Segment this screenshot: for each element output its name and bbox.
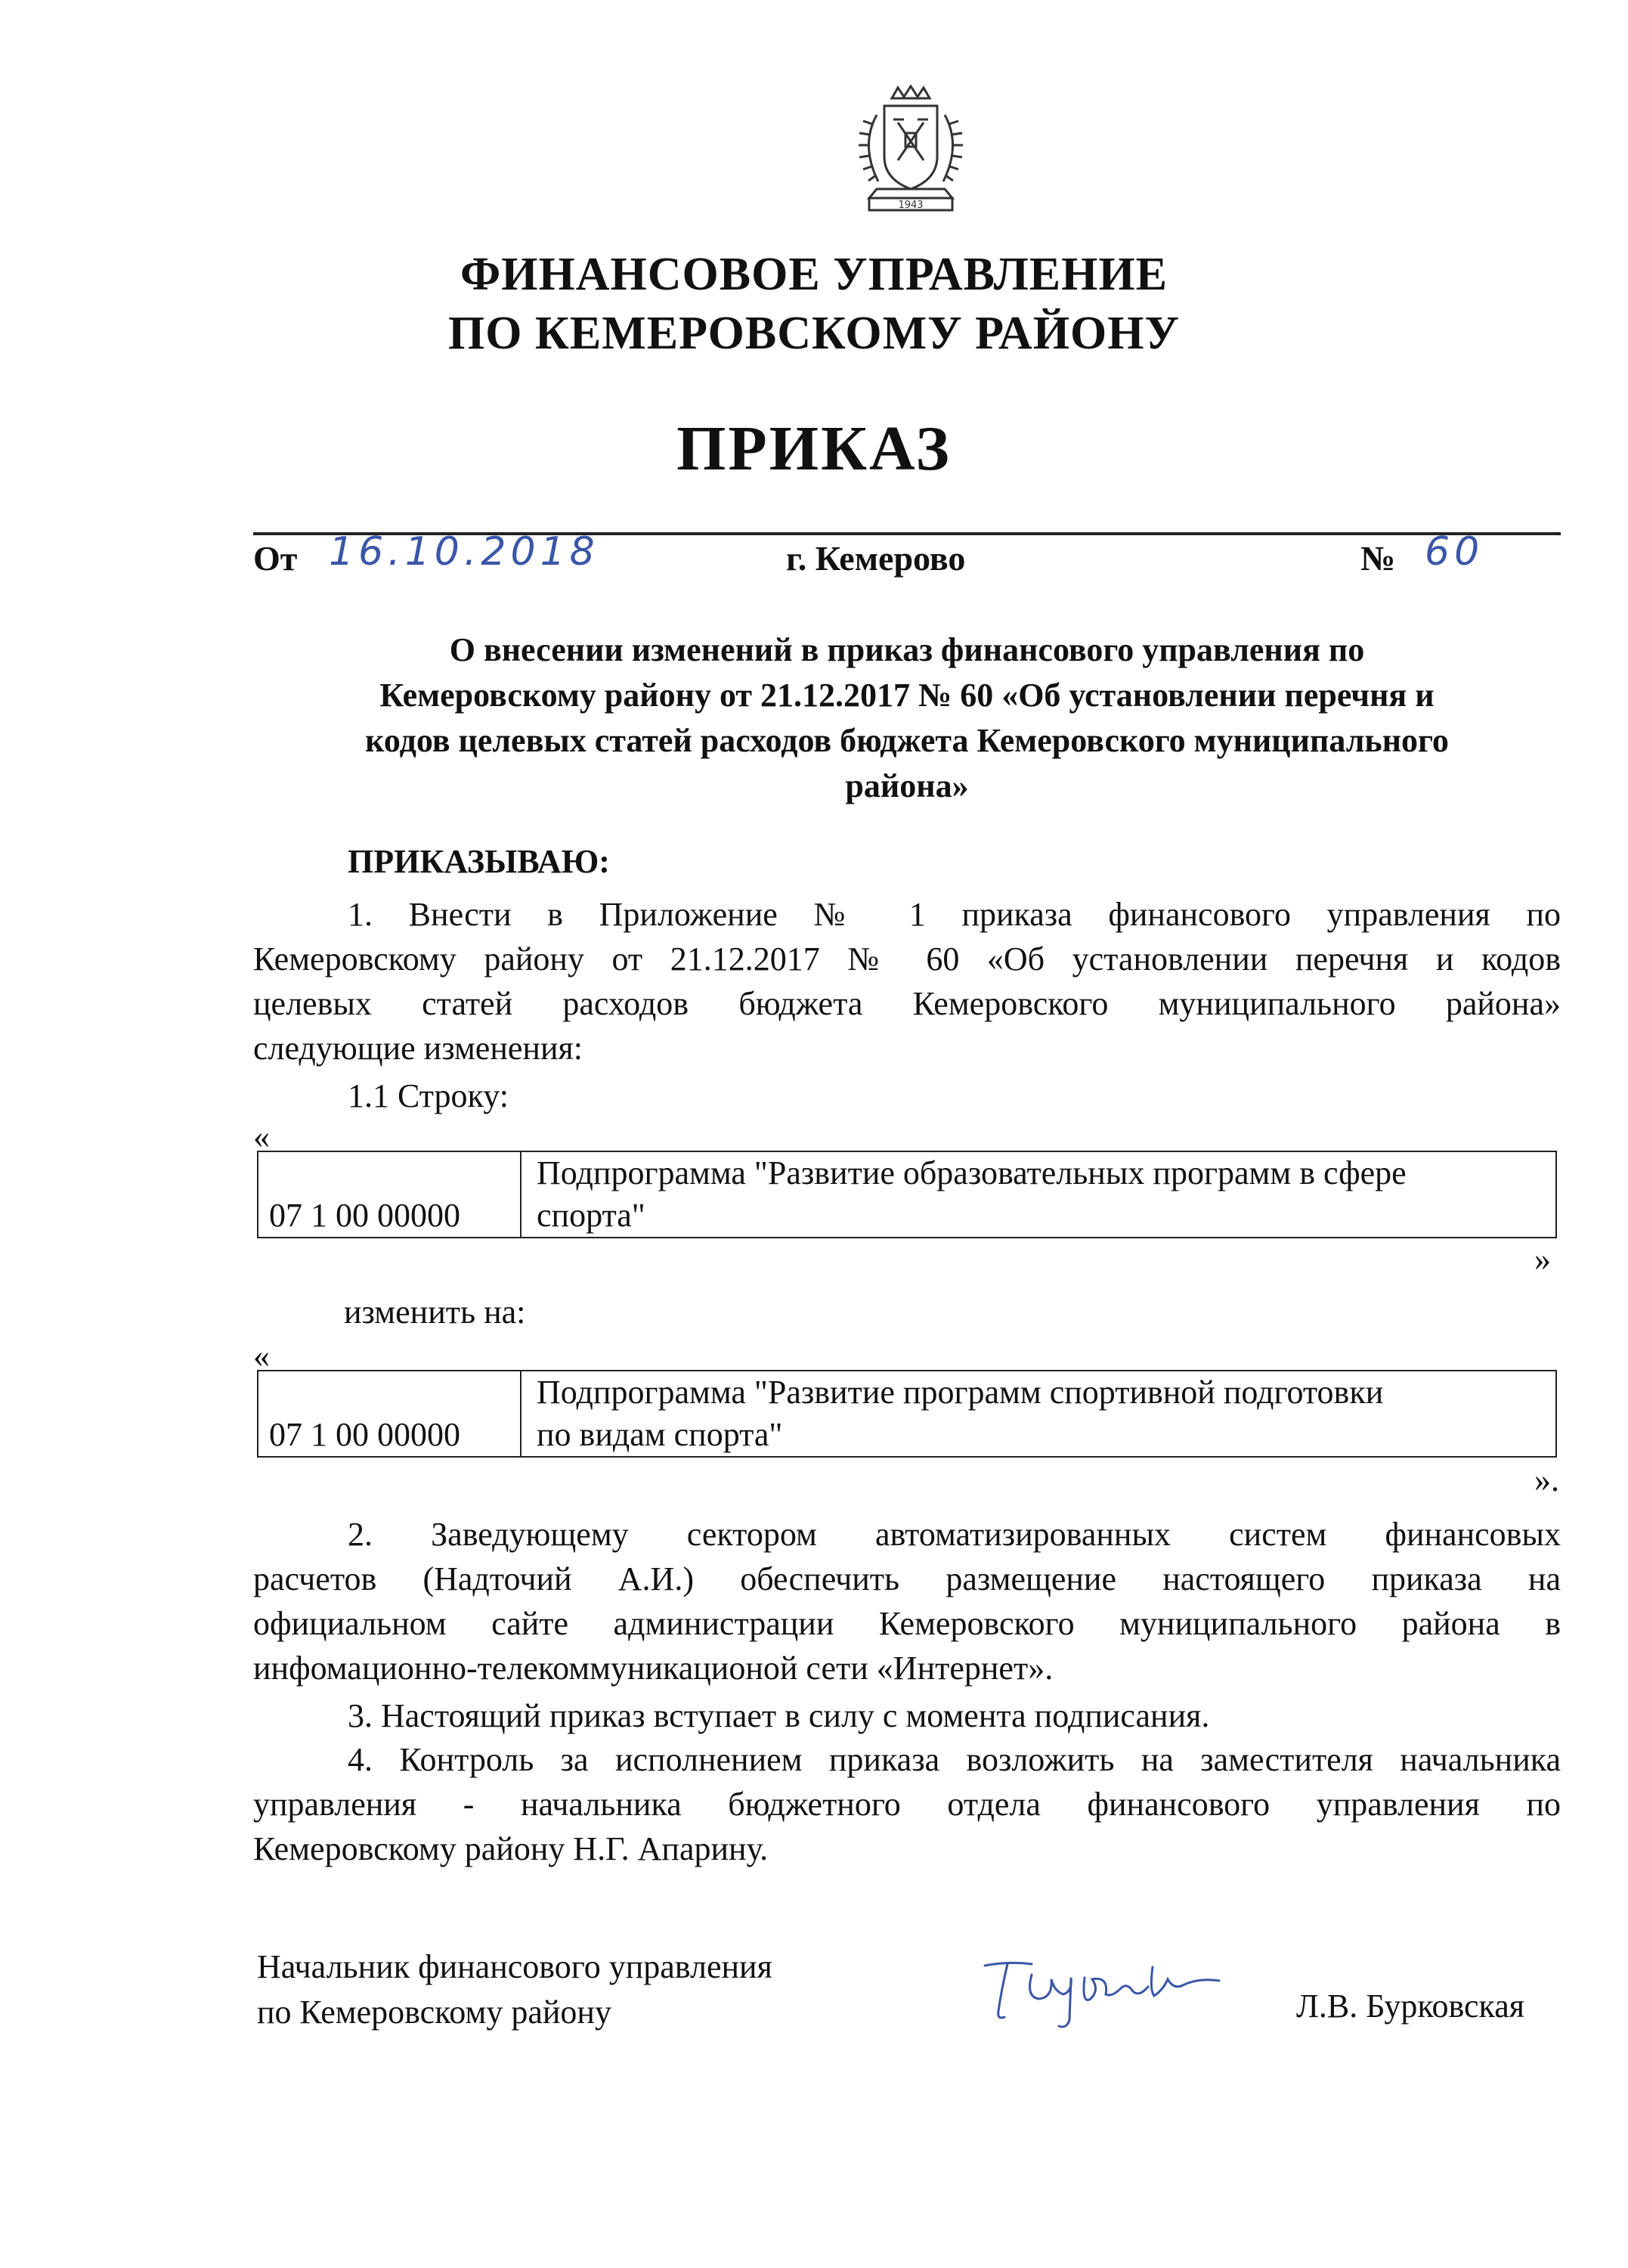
order-subject xyxy=(253,627,1561,809)
signatory-role xyxy=(257,1944,772,2035)
description-line: спорта" xyxy=(537,1197,645,1234)
subject-line: района» xyxy=(845,767,969,804)
paragraph-line: 1. Внести в Приложение № 1 приказа финансового управления по xyxy=(348,896,1561,933)
paragraph-2 xyxy=(253,1512,1561,1690)
paragraph-line: расчетов (Надточий А.И.) обеспечить размещение настоящего приказа на xyxy=(253,1560,1561,1597)
subject-line: кодов целевых статей расходов бюджета Кемеровского муниципального xyxy=(365,722,1449,759)
coat-of-arms-emblem xyxy=(831,85,990,221)
paragraph-1-1: 1.1 Строку: xyxy=(348,1077,509,1114)
description-cell xyxy=(521,1371,1556,1457)
org-name-line2: ПО КЕМЕРОВСКОМУ РАЙОНУ xyxy=(447,308,1181,359)
paragraph-line: Кемеровскому району от 21.12.2017 № 60 «Об установлении перечня и кодов xyxy=(253,940,1561,978)
org-name-line1: ФИНАНСОВОЕ УПРАВЛЕНИЕ xyxy=(460,249,1168,300)
description-line: Подпрограмма "Развитие образовательных программ в сфере xyxy=(537,1154,1407,1191)
close-quote: » xyxy=(1534,1241,1551,1278)
number-label: № xyxy=(1360,539,1396,578)
document-title: ПРИКАЗ xyxy=(676,414,952,484)
date-label: От xyxy=(253,539,298,578)
code-cell: 07 1 00 00000 xyxy=(258,1151,521,1238)
paragraph-4 xyxy=(253,1737,1561,1871)
table-row xyxy=(258,1371,1556,1457)
paragraph-line: инфомационно-телекоммуникационой сети «Интернет». xyxy=(253,1650,1054,1687)
subject-line: О внесении изменений в приказ финансового управления по xyxy=(449,631,1365,668)
signatory-role-line: по Кемеровскому району xyxy=(257,1994,611,2031)
paragraph-line: целевых статей расходов бюджета Кемеровского муниципального района» xyxy=(253,985,1561,1022)
open-quote: « xyxy=(253,1337,270,1374)
signatory-role-line: Начальник финансового управления xyxy=(257,1948,772,1985)
signatory-name: Л.В. Бурковская xyxy=(1296,1988,1525,2025)
paragraph-line: 2. Заведующему сектором автоматизированных систем финансовых xyxy=(348,1516,1561,1553)
paragraph-1 xyxy=(253,892,1561,1070)
city-label: г. Кемерово xyxy=(786,539,966,578)
number-value-handwritten: 60 xyxy=(1425,529,1484,575)
paragraph-line: 4. Контроль за исполнением приказа возложить на заместителя начальника xyxy=(348,1741,1561,1778)
description-line: по видам спорта" xyxy=(537,1416,783,1453)
order-word: ПРИКАЗЫВАЮ: xyxy=(348,843,610,880)
paragraph-3: 3. Настоящий приказ вступает в силу с момента подписания. xyxy=(348,1697,1210,1734)
description-cell xyxy=(521,1151,1556,1238)
table-row xyxy=(258,1151,1556,1238)
emblem-caption: 1943 xyxy=(898,200,924,211)
change-to-label: изменить на: xyxy=(344,1294,526,1331)
code-cell: 07 1 00 00000 xyxy=(258,1371,521,1457)
open-quote: « xyxy=(253,1118,270,1155)
paragraph-line: официальном сайте администрации Кемеровского муниципального района в xyxy=(253,1605,1561,1642)
paragraph-line: управления - начальника бюджетного отдела финансового управления по xyxy=(253,1786,1561,1823)
handwritten-signature xyxy=(979,1944,1228,2035)
date-value-handwritten: 16.10.2018 xyxy=(329,529,599,575)
subject-line: Кемеровскому району от 21.12.2017 № 60 «Об установлении перечня и xyxy=(379,677,1435,714)
close-quote: ». xyxy=(1534,1461,1559,1498)
new-line-table xyxy=(257,1370,1557,1458)
paragraph-line: Кемеровскому району Н.Г. Апарину. xyxy=(253,1830,769,1867)
old-line-table xyxy=(257,1151,1557,1238)
description-line: Подпрограмма "Развитие программ спортивной подготовки xyxy=(537,1374,1384,1411)
paragraph-line: следующие изменения: xyxy=(253,1030,583,1067)
